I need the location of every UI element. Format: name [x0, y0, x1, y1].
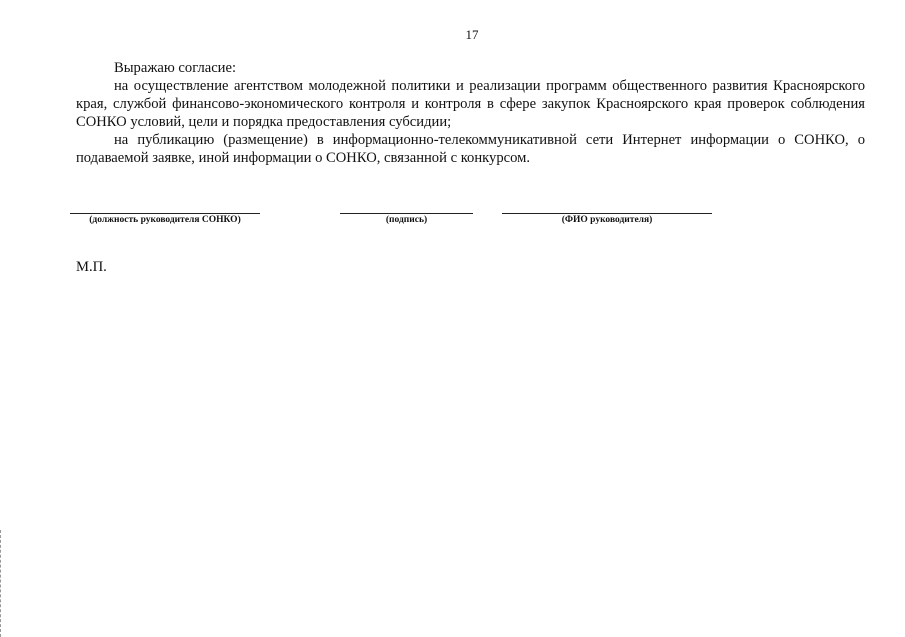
scan-margin-mark — [0, 530, 1, 637]
consent-section — [76, 59, 865, 167]
consent-heading: Выражаю согласие: — [114, 60, 237, 76]
consent-item-publication: на публикацию (размещение) в информационно-телекоммуникативной сети Интернет информации о СОНКО, о подаваемой заявке, иной информации о СОНКО, связанной с конкурсом. — [76, 132, 865, 166]
page-number: 17 — [465, 27, 479, 42]
position-line — [70, 213, 260, 214]
consent-item-inspection: на осуществление агентством молодежной политики и реализации программ общественного развития Красноярского края, службой финансово-экономического контроля и контроля в сфере закупок Красноярского края проверок соблюдения СОНКО условий, цели и порядка предоставления субсидии; — [76, 78, 865, 130]
position-caption: (должность руководителя СОНКО) — [89, 215, 241, 225]
signature-caption: (подпись) — [385, 215, 428, 225]
full-name-line — [502, 213, 712, 214]
full-name-caption: (ФИО руководителя) — [561, 215, 653, 225]
signature-line — [340, 213, 473, 214]
stamp-placeholder: М.П. — [76, 259, 107, 275]
